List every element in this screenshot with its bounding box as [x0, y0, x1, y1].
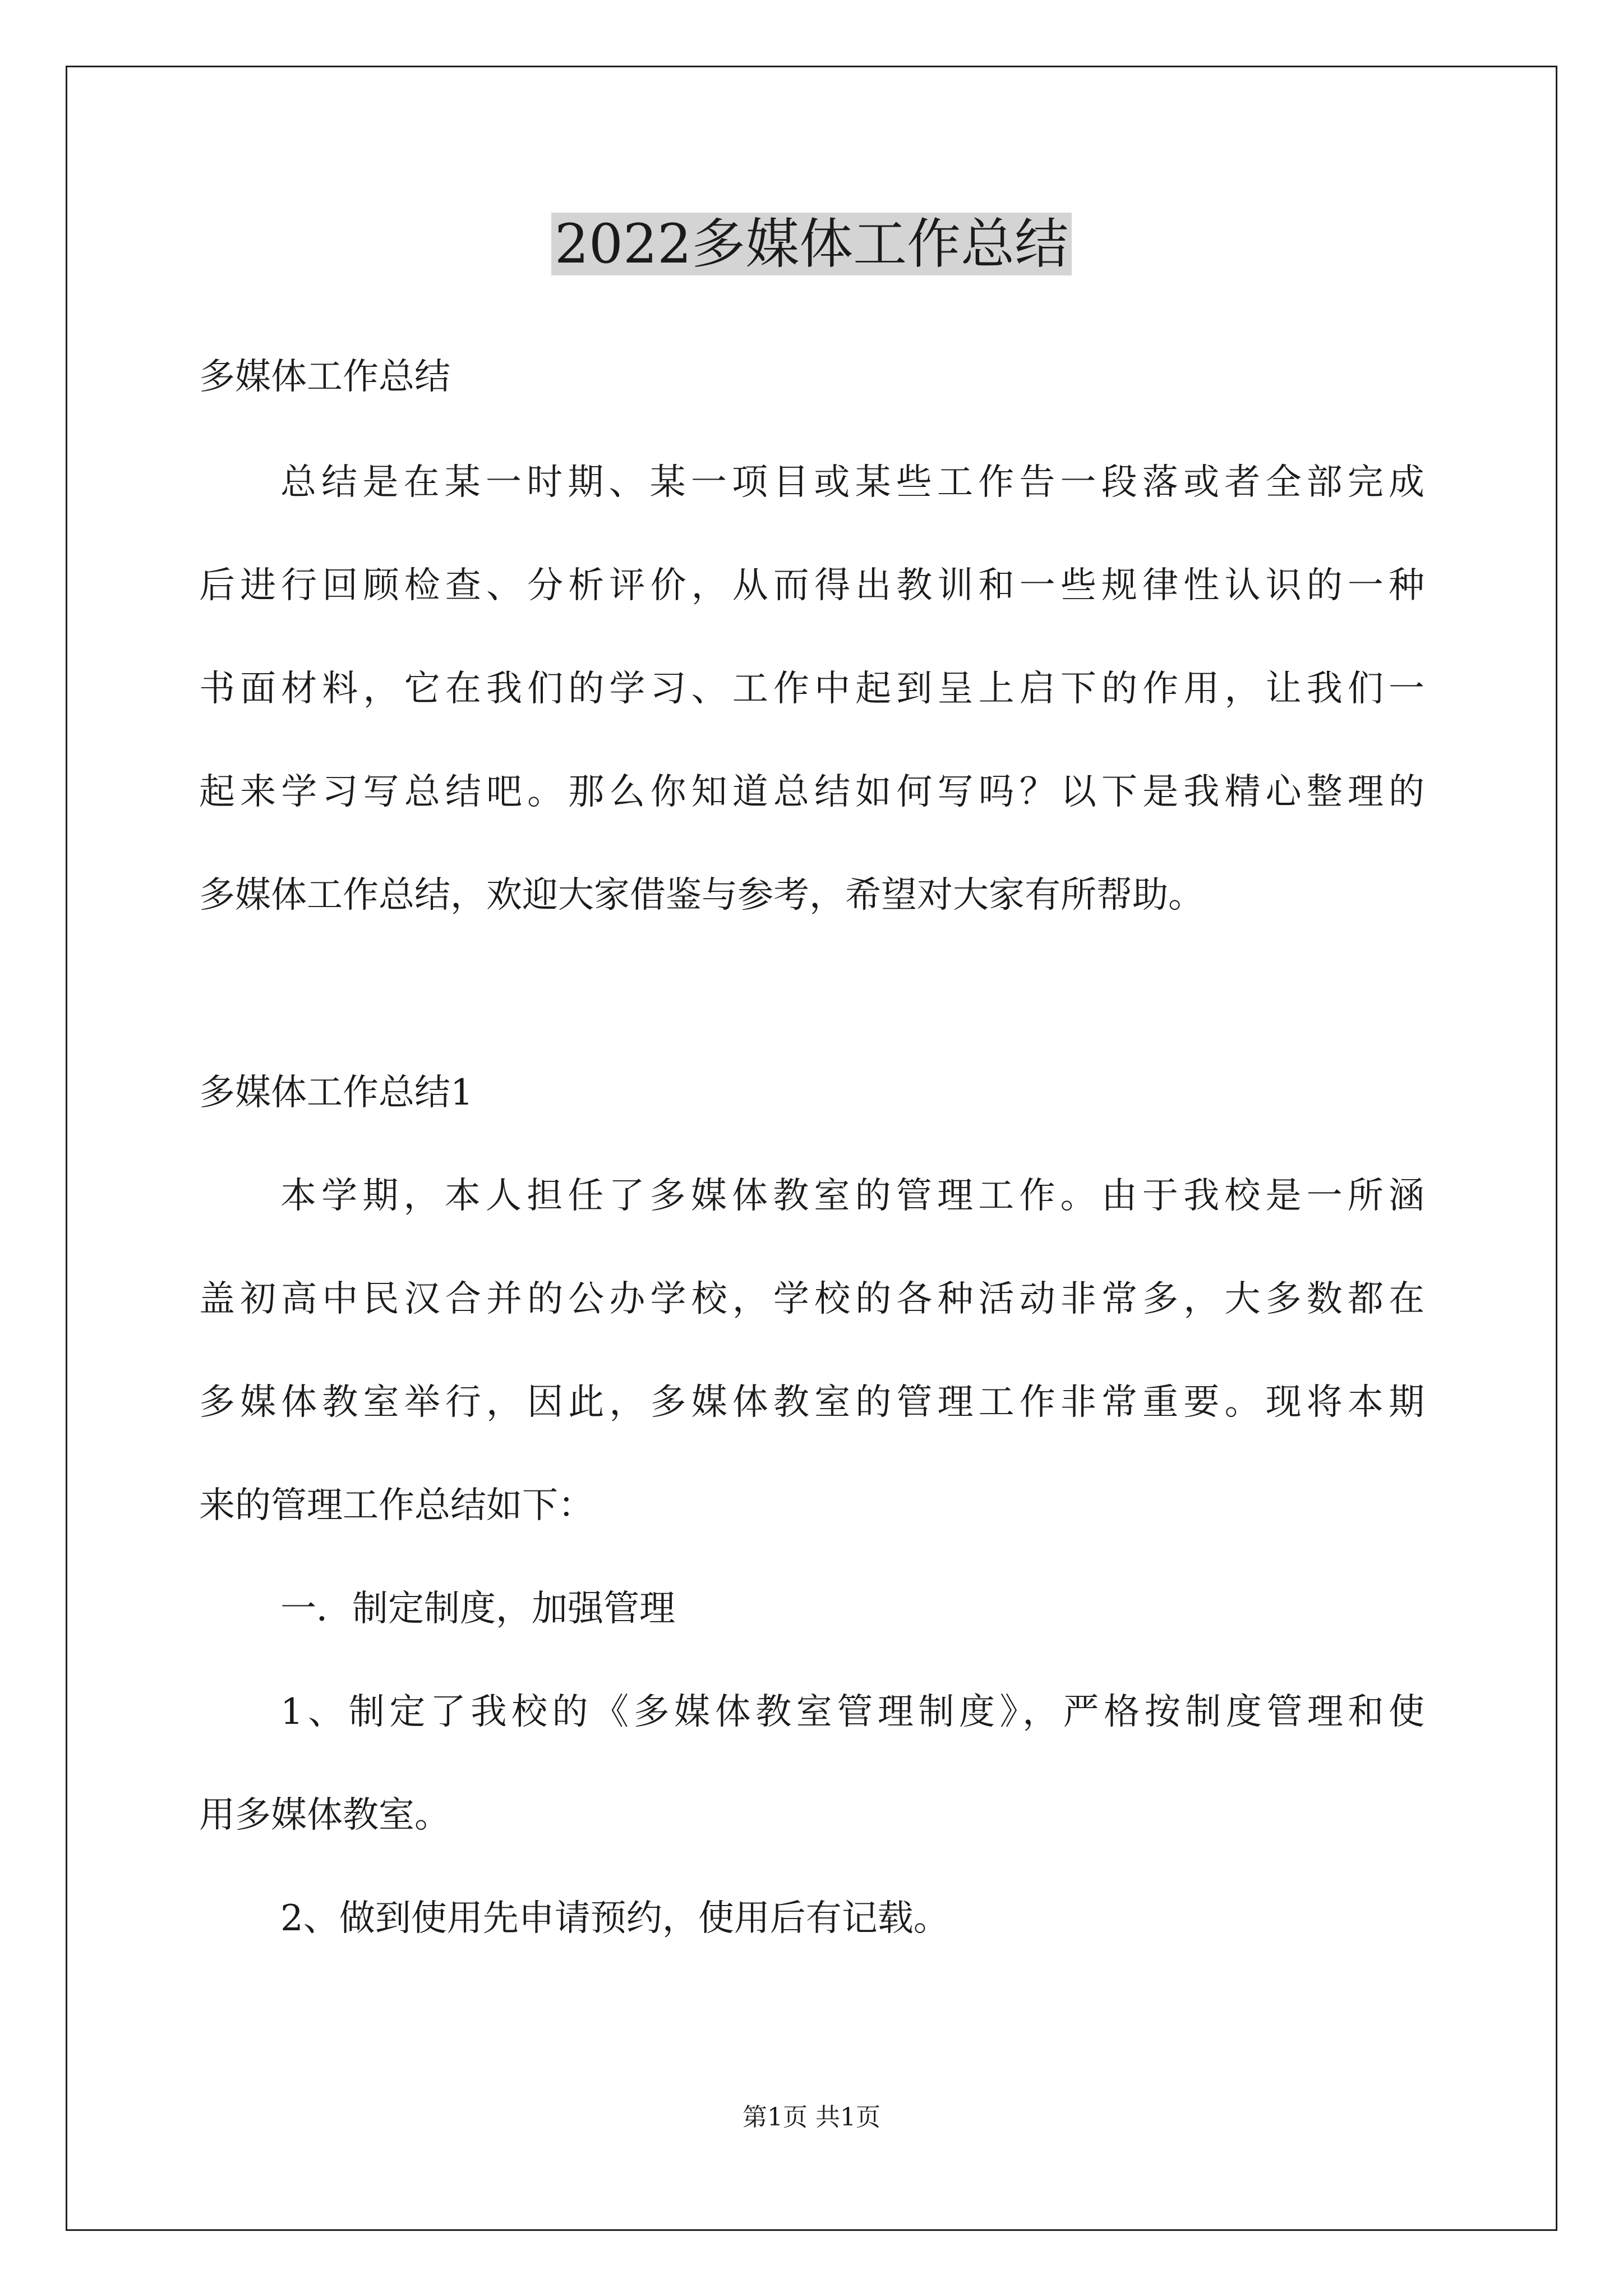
paragraph-line: 本学期，本人担任了多媒体教室的管理工作。由于我校是一所涵 — [280, 1175, 1424, 1217]
paragraph-line: 多媒体工作总结，欢迎大家借鉴与参考，希望对大家有所帮助。 — [199, 875, 1204, 916]
section-heading: 多媒体工作总结 — [199, 356, 450, 398]
paragraph-line: 起来学习写总结吧。那么你知道总结如何写吗？以下是我精心整理的 — [199, 771, 1424, 813]
document-title: 2022多媒体工作总结 — [0, 208, 1623, 280]
paragraph-line: 书面材料，它在我们的学习、工作中起到呈上启下的作用，让我们一 — [199, 668, 1424, 710]
paragraph-line: 后进行回顾检查、分析评价，从而得出教训和一些规律性认识的一种 — [199, 565, 1424, 606]
paragraph-line: 2、做到使用先申请预约，使用后有记载。 — [280, 1898, 949, 1939]
paragraph-line: 1、制定了我校的《多媒体教室管理制度》，严格按制度管理和使 — [280, 1691, 1424, 1733]
paragraph-line: 盖初高中民汉合并的公办学校，学校的各种活动非常多，大多数都在 — [199, 1278, 1424, 1320]
subsection-heading: 一．制定制度，加强管理 — [280, 1588, 675, 1630]
page-footer: 第1页 共1页 — [743, 2103, 880, 2132]
paragraph-line: 来的管理工作总结如下： — [199, 1485, 594, 1526]
paragraph-line: 总结是在某一时期、某一项目或某些工作告一段落或者全部完成 — [280, 462, 1424, 503]
paragraph-line: 多媒体教室举行，因此，多媒体教室的管理工作非常重要。现将本期 — [199, 1382, 1424, 1423]
paragraph-line: 用多媒体教室。 — [199, 1795, 450, 1836]
section-heading: 多媒体工作总结1 — [199, 1072, 473, 1114]
